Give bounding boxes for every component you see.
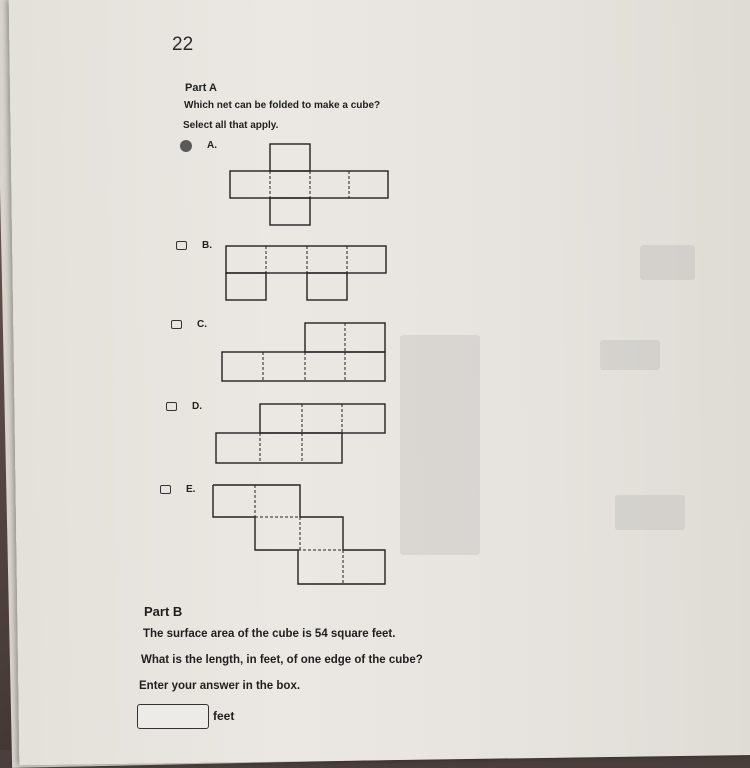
option-a-label: A.	[207, 140, 217, 151]
part-b-question-surface-area: The surface area of the cube is 54 square feet.	[143, 628, 396, 640]
net-e-folds	[255, 485, 343, 584]
option-c-label: C.	[197, 319, 207, 330]
option-b-label: B.	[202, 240, 212, 251]
part-a-instruction: Select all that apply.	[183, 120, 279, 131]
part-b-instruction: Enter your answer in the box.	[139, 680, 301, 692]
part-a-title: Part A	[185, 82, 217, 94]
page-number: 22	[172, 34, 194, 55]
net-a-folds	[270, 171, 349, 198]
part-b-title: Part B	[144, 604, 183, 619]
net-b-folds	[226, 246, 347, 273]
net-b	[226, 246, 386, 300]
answer-unit-label: feet	[213, 709, 235, 723]
part-a-question: Which net can be folded to make a cube?	[184, 100, 381, 111]
answer-input-box[interactable]	[137, 704, 209, 729]
option-e-label: E.	[186, 484, 196, 495]
option-d-label: D.	[192, 401, 202, 412]
net-a	[230, 144, 388, 225]
part-b-question-edge-length: What is the length, in feet, of one edge of the cube?	[141, 654, 423, 666]
net-e	[213, 485, 385, 584]
